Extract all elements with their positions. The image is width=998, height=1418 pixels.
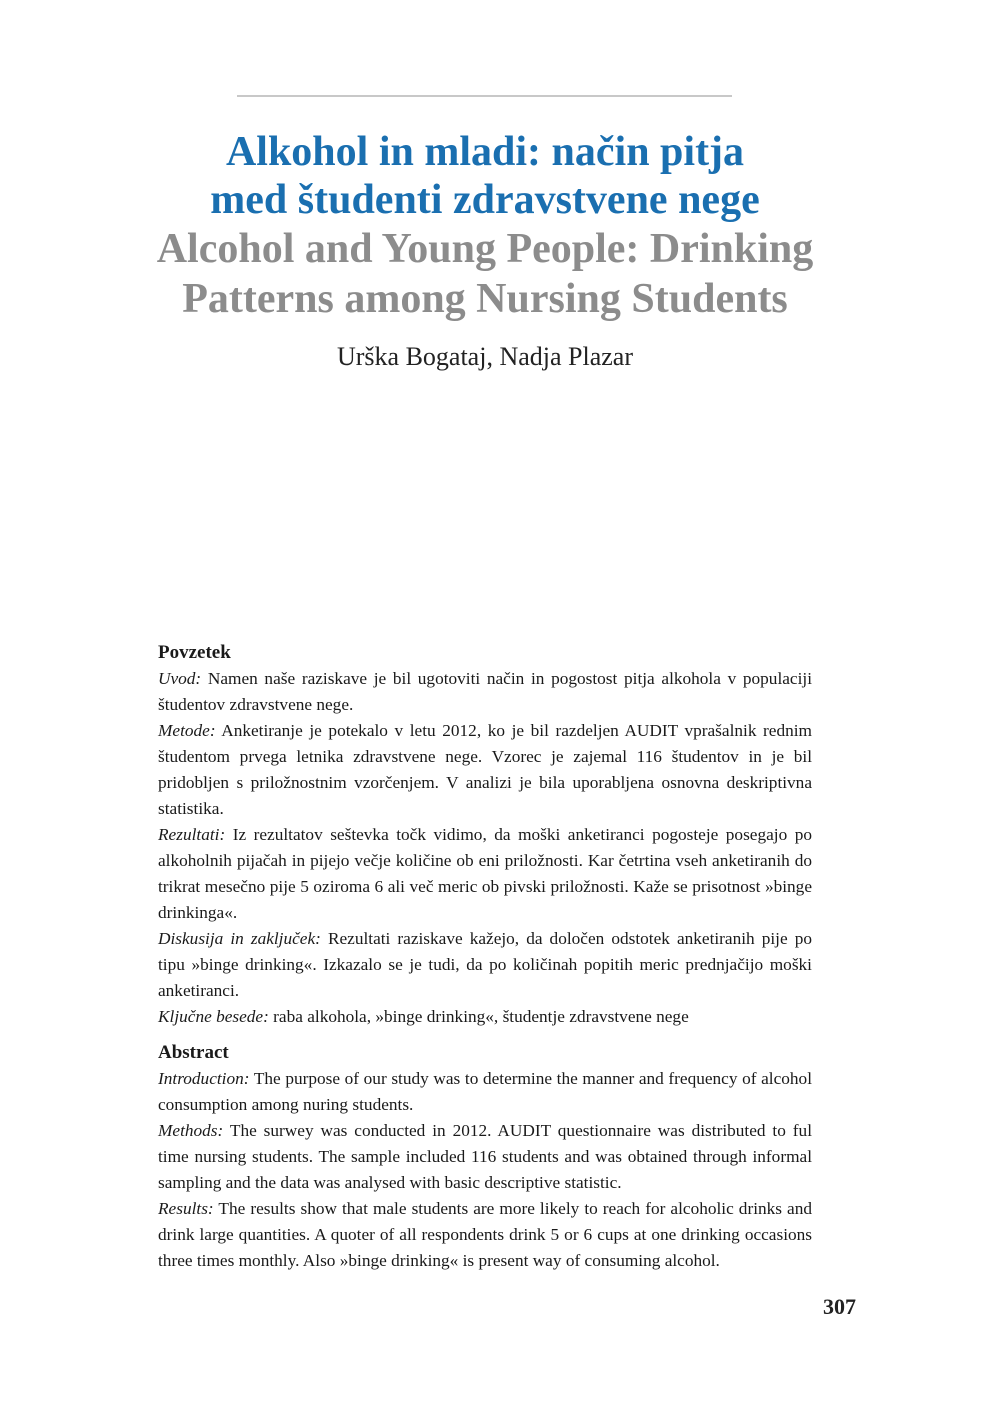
article-body	[158, 640, 812, 1274]
results-label: Results:	[158, 1199, 214, 1218]
title-block	[100, 128, 870, 324]
methods-label: Methods:	[158, 1121, 224, 1140]
top-rule	[237, 95, 732, 97]
title-english-line-2: Patterns among Nursing Students	[182, 276, 788, 322]
uvod-label: Uvod:	[158, 669, 202, 688]
povzetek-rezultati	[158, 822, 812, 926]
abstract-results	[158, 1196, 812, 1274]
introduction-label: Introduction:	[158, 1069, 250, 1088]
results-text: The results show that male students are more likely to reach for alcoholic drinks and drink large quantities. A quoter of all respondents drink 5 or 6 cups at one drinking occasions three times monthly. Also »binge drinking« is present way of consuming alcohol.	[158, 1199, 812, 1270]
abstract-methods	[158, 1118, 812, 1196]
title-english	[100, 224, 870, 324]
rezultati-label: Rezultati:	[158, 825, 226, 844]
povzetek-diskusija	[158, 926, 812, 1004]
abstract-introduction	[158, 1066, 812, 1118]
povzetek-metode	[158, 718, 812, 822]
title-slovene-line-2: med študenti zdravstvene nege	[210, 177, 760, 223]
metode-text: Anketiranje je potekalo v letu 2012, ko je bil razdeljen AUDIT vprašalnik rednim študentom prvega letnika zdravstvene nege. Vzorec je zajemal 116 študentov in je bil pridobljen s priložnostnim vzorčenjem. V analizi je bila uporabljena osnovna deskriptivna statistika.	[158, 721, 812, 818]
diskusija-label: Diskusija in zaključek:	[158, 929, 321, 948]
introduction-text: The purpose of our study was to determine the manner and frequency of alcohol consumption among nuring students.	[158, 1069, 812, 1114]
title-slovene-line-1: Alkohol in mladi: način pitja	[225, 129, 745, 175]
title-slovene	[100, 128, 870, 224]
authors: Urška Bogataj, Nadja Plazar	[336, 342, 633, 371]
abstract-heading: Abstract	[158, 1042, 229, 1063]
metode-label: Metode:	[158, 721, 216, 740]
povzetek-uvod	[158, 666, 812, 718]
kljucne-label: Ključne besede:	[158, 1007, 269, 1026]
povzetek-heading: Povzetek	[158, 642, 231, 663]
methods-text: The surwey was conducted in 2012. AUDIT questionnaire was distributed to ful time nursing students. The sample included 116 students and was obtained through informal sampling and the data was analysed with basic descriptive statistic.	[158, 1121, 812, 1192]
page-number: 307	[823, 1294, 856, 1319]
diskusija-text: Rezultati raziskave kažejo, da določen odstotek anketiranih pije po tipu »binge drinking«. Izkazalo se je tudi, da po količinah popitih meric prednjačijo moški anketiranci.	[158, 929, 812, 1000]
rezultati-text: Iz rezultatov seštevka točk vidimo, da moški anketiranci pogosteje posegajo po alkoholnih pijačah in pijejo večje količine ob eni priložnosti. Kar četrtina vseh anketiranih do trikrat mesečno pije 5 oziroma 6 ali več meric ob pivski priložnosti. Kaže se prisotnost »binge drinkinga«.	[158, 825, 812, 922]
povzetek-kljucne-besede	[158, 1004, 812, 1030]
title-english-line-1: Alcohol and Young People: Drinking	[156, 226, 814, 272]
kljucne-text: raba alkohola, »binge drinking«, študentje zdravstvene nege	[268, 1007, 689, 1026]
uvod-text: Namen naše raziskave je bil ugotoviti način in pogostost pitja alkohola v populaciji študentov zdravstvene nege.	[158, 669, 812, 714]
